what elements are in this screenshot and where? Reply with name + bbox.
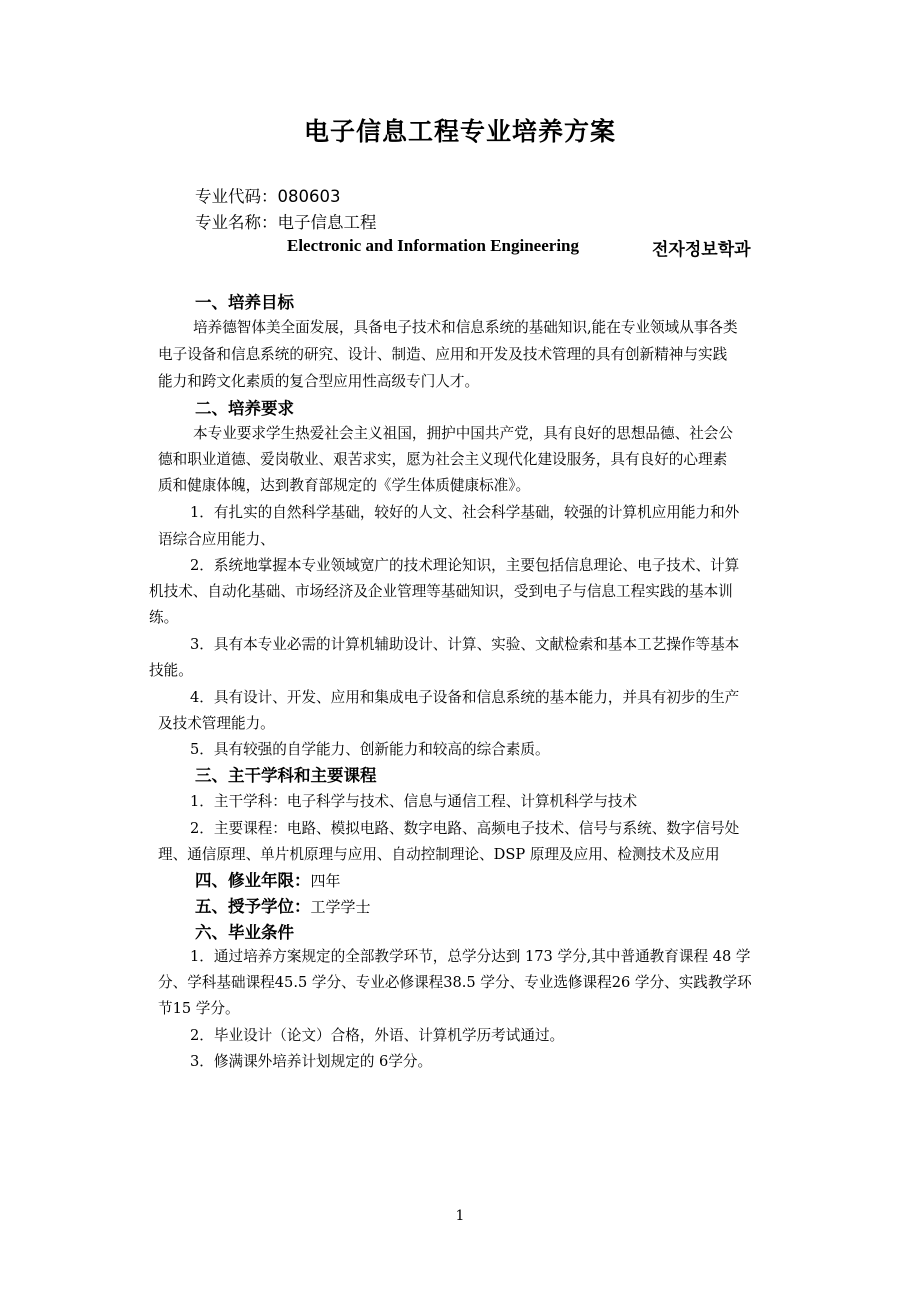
page-number: 1	[455, 1208, 465, 1224]
major-code: 专业代码：080603	[195, 187, 341, 206]
requirement-item-cont: 技能。	[149, 662, 193, 679]
requirement-item-cont: 语综合应用能力、	[158, 531, 275, 548]
requirement-item: 3．具有本专业必需的计算机辅助设计、计算、实验、文献检索和基本工艺操作等基本	[190, 636, 740, 653]
course-item-cont: 理、通信原理、单片机原理与应用、自动控制理论、DSP 原理及应用、检测技术及应用	[158, 846, 720, 863]
paragraph-line: 德和职业道德、爱岗敬业、艰苦求实，愿为社会主义现代化建设服务，具有良好的心理素	[158, 451, 728, 468]
paragraph-line: 质和健康体魄，达到教育部规定的《学生体质健康标准》。	[158, 477, 531, 494]
paragraph-line: 电子设备和信息系统的研究、设计、制造、应用和开发及技术管理的具有创新精神与实践	[158, 346, 728, 363]
duration-value: 四年	[310, 872, 341, 890]
major-name-english: Electronic and Information Engineering	[287, 236, 579, 255]
requirement-item: 4．具有设计、开发、应用和集成电子设备和信息系统的基本能力，并具有初步的生产	[190, 689, 740, 706]
course-item: 2．主要课程：电路、模拟电路、数字电路、高频电子技术、信号与系统、数字信号处	[190, 820, 740, 837]
graduation-item: 1．通过培养方案规定的全部教学环节，总学分达到 173 学分,其中普通教育课程 48 学	[190, 948, 751, 965]
major-name: 专业名称：电子信息工程	[195, 213, 377, 232]
section-heading-graduation: 六、毕业条件	[195, 923, 294, 942]
graduation-item-cont: 分、学科基础课程45.5 学分、专业必修课程38.5 学分、专业选修课程26 学分、实践教学环	[158, 974, 752, 991]
section-heading-objectives: 一、培养目标	[195, 293, 294, 312]
graduation-item: 3．修满课外培养计划规定的 6学分。	[190, 1053, 433, 1070]
requirement-item-cont: 及技术管理能力。	[158, 715, 275, 732]
section-heading-disciplines: 三、主干学科和主要课程	[195, 766, 377, 785]
paragraph-line: 培养德智体美全面发展，具备电子技术和信息系统的基础知识,能在专业领域从事各类	[193, 319, 738, 336]
document-title: 电子信息工程专业培养方案	[303, 117, 616, 146]
graduation-item-cont: 节15 学分。	[158, 1000, 240, 1017]
requirement-item: 1．有扎实的自然科学基础，较好的人文、社会科学基础，较强的计算机应用能力和外	[190, 504, 740, 521]
graduation-item: 2．毕业设计（论文）合格，外语、计算机学历考试通过。	[190, 1027, 565, 1044]
major-name-korean: 전자정보학과	[652, 240, 751, 260]
section-heading-requirements: 二、培养要求	[195, 399, 294, 418]
section-heading-duration	[195, 867, 341, 891]
requirement-item-cont: 练。	[149, 609, 179, 626]
requirement-item: 2．系统地掌握本专业领域宽广的技术理论知识，主要包括信息理论、电子技术、计算	[190, 557, 740, 574]
requirement-item: 5．具有较强的自学能力、创新能力和较高的综合素质。	[190, 741, 550, 758]
requirement-item-cont: 机技术、自动化基础、市场经济及企业管理等基础知识，受到电子与信息工程实践的基本训	[149, 583, 733, 600]
section-heading-degree	[195, 893, 371, 917]
paragraph-line: 本专业要求学生热爱社会主义祖国，拥护中国共产党，具有良好的思想品德、社会公	[193, 425, 733, 442]
paragraph-line: 能力和跨文化素质的复合型应用性高级专门人才。	[158, 373, 480, 390]
course-item: 1．主干学科：电子科学与技术、信息与通信工程、计算机科学与技术	[190, 793, 638, 810]
degree-label: 五、授予学位：	[195, 897, 311, 916]
duration-label: 四、修业年限：	[195, 871, 311, 890]
degree-value: 工学学士	[310, 898, 371, 916]
